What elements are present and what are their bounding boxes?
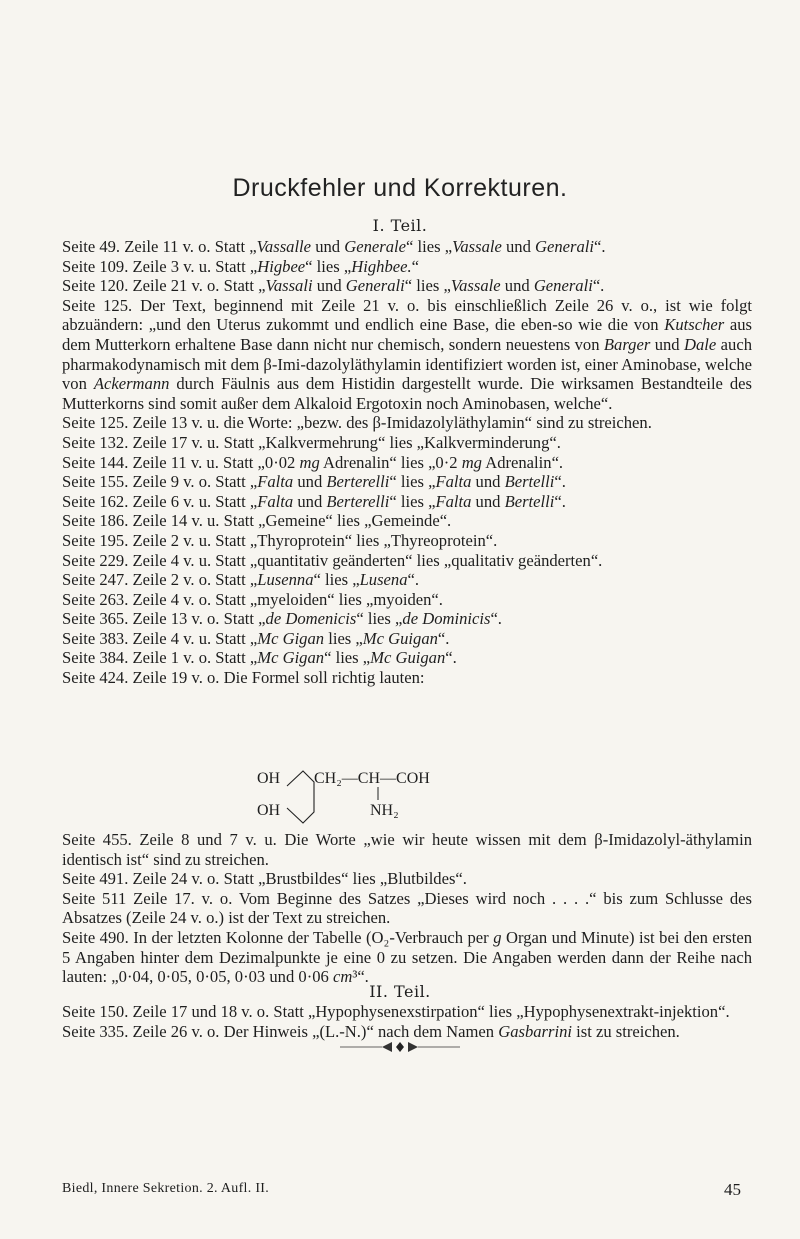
correction-entry: Seite 511 Zeile 17. v. o. Vom Beginne des Satzes „Dieses wird noch . . . .“ bis zum Schlusse des Absatzes (Zeile 24 v. o.) ist der Text zu streichen. <box>62 888 752 928</box>
correction-entry: Seite 335. Zeile 26 v. o. Der Hinweis „(L.-N.)“ nach dem Namen Gasbarrini ist zu streichen. <box>62 1021 680 1041</box>
part-2-entries <box>62 1002 752 1041</box>
formula-oh-top: OH <box>257 770 281 787</box>
correction-entry: Seite 49. Zeile 11 v. o. Statt „Vassalle und Generale“ lies „Vassale und Generali“. <box>62 237 606 256</box>
footer-book-reference: Biedl, Innere Sekretion. 2. Aufl. II. <box>62 1181 270 1196</box>
correction-entry: Seite 109. Zeile 3 v. u. Statt „Higbee“ lies „Highbee.“ <box>62 256 419 276</box>
formula-amine-group: NH₂ <box>370 802 399 819</box>
correction-entry: Seite 247. Zeile 2 v. o. Statt „Lusenna“ lies „Lusena“. <box>62 570 420 590</box>
correction-entry: Seite 424. Zeile 19 v. o. Die Formel soll richtig lauten: <box>62 668 425 688</box>
correction-entry: Seite 132. Zeile 17 v. u. Statt „Kalkvermehrung“ lies „Kalkverminderung“. <box>62 432 561 452</box>
correction-entry: Seite 162. Zeile 6 v. u. Statt „Falta und Berterelli“ lies „Falta und Bertelli“. <box>62 491 566 511</box>
correction-entry: Seite 195. Zeile 2 v. u. Statt „Thyroprotein“ lies „Thyreoprotein“. <box>62 530 498 550</box>
correction-entry: Seite 144. Zeile 11 v. u. Statt „0·02 mg Adrenalin“ lies „0·2 mg Adrenalin“. <box>62 452 564 472</box>
correction-entry: Seite 120. Zeile 21 v. o. Statt „Vassali und Generali“ lies „Vassale und Generali“. <box>62 276 605 296</box>
part-2-heading: II. Teil. <box>369 982 431 1001</box>
chemical-formula <box>257 768 527 826</box>
correction-entry: Seite 150. Zeile 17 und 18 v. o. Statt „Hypophysenexstirpation“ lies „Hypophysenextrakt-injektion“. <box>62 1002 730 1021</box>
ornament-divider <box>340 1040 460 1054</box>
page-number: 45 <box>724 1180 741 1199</box>
formula-side-chain: CH₂—CH—COH <box>314 770 430 787</box>
correction-entry: Seite 491. Zeile 24 v. o. Statt „Brustbildes“ lies „Blutbildes“. <box>62 869 467 889</box>
correction-entry: Seite 365. Zeile 13 v. o. Statt „de Domenicis“ lies „de Dominicis“. <box>62 609 502 629</box>
correction-entry: Seite 125. Der Text, beginnend mit Zeile 21 v. o. bis einschließlich Zeile 26 v. o., ist wie folgt abzuändern: „und den Uterus zukommt und endlich eine Base, die eben-so wie die von Kutscher aus dem Mutterkorn erhaltene Base dann nicht nur chemisch, sondern neuestens von Barger und Dale auch pharmakodynamisch mit dem β-Imi-dazolyläthylamin identifiziert worden ist, einer Aminobase, welche von Ackermann durch Fäulnis aus dem Histidin dargestellt wurde. Die wirksamen Bestandteile des Mutterkorns sind somit außer dem Alkaloid Ergotoxin noch Aminobasen, welche“. <box>62 295 752 413</box>
correction-entry: Seite 384. Zeile 1 v. o. Statt „Mc Gigan“ lies „Mc Guigan“. <box>62 648 457 668</box>
correction-entry: Seite 455. Zeile 8 und 7 v. u. Die Worte „wie wir heute wissen mit dem β-Imidazolyl-äthylamin identisch ist“ sind zu streichen. <box>62 830 752 869</box>
correction-entry: Seite 383. Zeile 4 v. u. Statt „Mc Gigan lies „Mc Guigan“. <box>62 628 450 648</box>
page-title: Druckfehler und Korrekturen. <box>232 174 568 202</box>
formula-oh-bottom: OH <box>257 802 281 819</box>
correction-entry: Seite 490. In der letzten Kolonne der Tabelle (O₂-Verbrauch per g Organ und Minute) ist bei den ersten 5 Angaben hinter dem Dezimalpunkte je eine 0 zu setzen. Die Angaben werden dann der Reihe nach lauten: „0·04, 0·05, 0·05, 0·03 und 0·06 cm³“. <box>62 927 753 987</box>
correction-entry: Seite 125. Zeile 13 v. u. die Worte: „bezw. des β-Imidazolyläthylamin“ sind zu streichen. <box>62 413 652 433</box>
part-1-entries-continued <box>62 830 752 987</box>
part-1-heading: I. Teil. <box>372 216 428 235</box>
correction-entry: Seite 186. Zeile 14 v. u. Statt „Gemeine“ lies „Gemeinde“. <box>62 511 452 531</box>
correction-entry: Seite 155. Zeile 9 v. o. Statt „Falta und Berterelli“ lies „Falta und Bertelli“. <box>62 472 566 492</box>
part-1-entries <box>62 237 752 688</box>
correction-entry: Seite 229. Zeile 4 v. u. Statt „quantitativ geänderten“ lies „qualitativ geänderten“. <box>62 550 603 570</box>
correction-entry: Seite 263. Zeile 4 v. o. Statt „myeloiden“ lies „myoiden“. <box>62 589 443 609</box>
